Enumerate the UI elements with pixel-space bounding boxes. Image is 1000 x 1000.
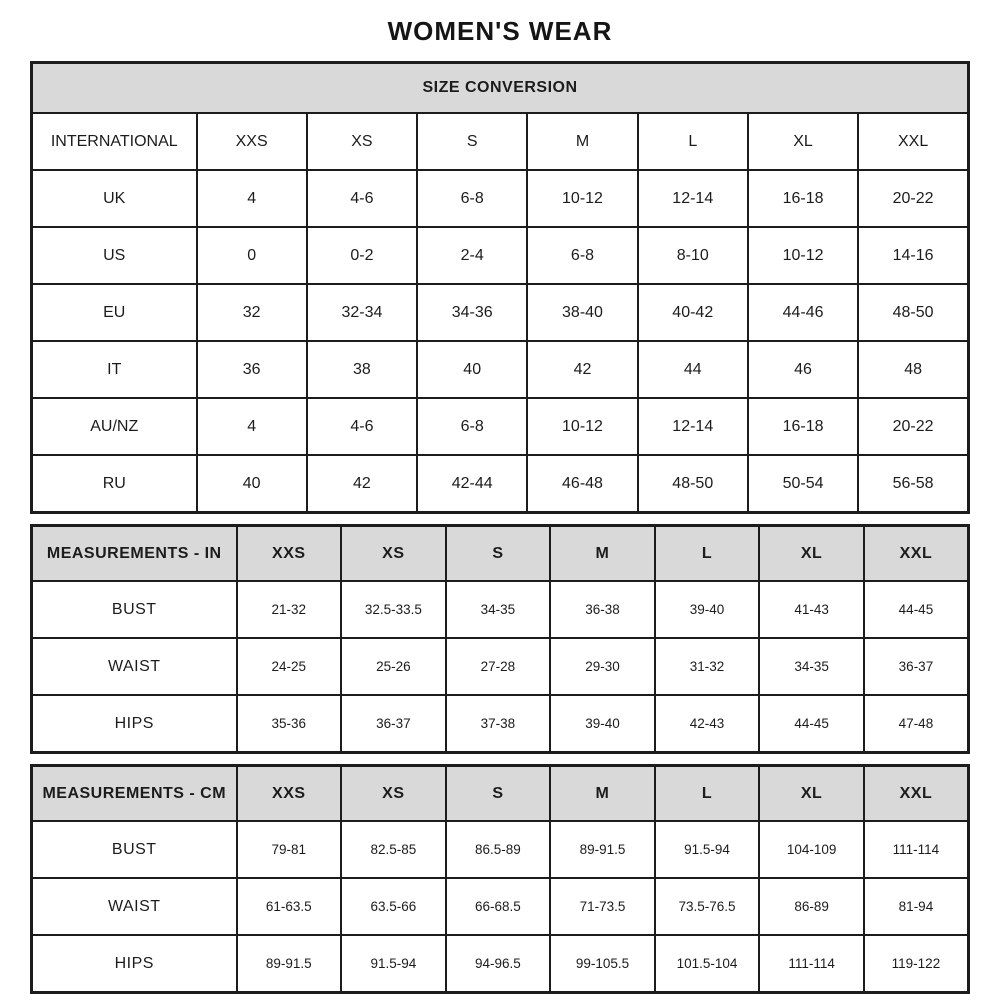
measurement-cell: 36-38 <box>550 581 655 638</box>
table-row <box>32 526 969 582</box>
measurement-cell: 35-36 <box>237 695 342 753</box>
column-header: XXL <box>864 766 969 822</box>
size-cell: 44-46 <box>748 284 858 341</box>
size-chart-page <box>30 0 970 994</box>
measurement-cell: 34-35 <box>446 581 551 638</box>
column-header: L <box>638 113 748 170</box>
row-label: WAIST <box>32 638 237 695</box>
size-cell: 0-2 <box>307 227 417 284</box>
column-header: XXL <box>858 113 968 170</box>
measurement-cell: 99-105.5 <box>550 935 655 993</box>
table-row <box>32 63 969 114</box>
size-cell: 38 <box>307 341 417 398</box>
size-cell: 36 <box>197 341 307 398</box>
measurement-cell: 111-114 <box>759 935 864 993</box>
size-cell: 4 <box>197 170 307 227</box>
measurement-cell: 111-114 <box>864 821 969 878</box>
size-cell: 14-16 <box>858 227 968 284</box>
column-header: M <box>550 526 655 582</box>
measurement-cell: 66-68.5 <box>446 878 551 935</box>
measurement-cell: 47-48 <box>864 695 969 753</box>
measurement-cell: 61-63.5 <box>237 878 342 935</box>
measurement-cell: 25-26 <box>341 638 446 695</box>
column-header: L <box>655 766 760 822</box>
size-cell: 38-40 <box>527 284 637 341</box>
table-row <box>32 341 969 398</box>
size-cell: 44 <box>638 341 748 398</box>
size-cell: 34-36 <box>417 284 527 341</box>
row-label: EU <box>32 284 197 341</box>
size-cell: 42-44 <box>417 455 527 513</box>
size-cell: 6-8 <box>417 398 527 455</box>
measurement-cell: 82.5-85 <box>341 821 446 878</box>
column-header: S <box>446 766 551 822</box>
table-row <box>32 113 969 170</box>
column-header: XS <box>341 766 446 822</box>
row-label: BUST <box>32 581 237 638</box>
measurement-cell: 34-35 <box>759 638 864 695</box>
column-header: M <box>527 113 637 170</box>
size-cell: 10-12 <box>748 227 858 284</box>
size-cell: 8-10 <box>638 227 748 284</box>
row-label: HIPS <box>32 695 237 753</box>
column-header: XS <box>341 526 446 582</box>
measurement-cell: 104-109 <box>759 821 864 878</box>
table-row <box>32 581 969 638</box>
row-label: IT <box>32 341 197 398</box>
measurements-in-table <box>30 524 970 754</box>
row-label: HIPS <box>32 935 237 993</box>
measurement-cell: 36-37 <box>864 638 969 695</box>
measurement-cell: 21-32 <box>237 581 342 638</box>
measurement-cell: 63.5-66 <box>341 878 446 935</box>
size-cell: 48-50 <box>638 455 748 513</box>
size-cell: 16-18 <box>748 398 858 455</box>
column-header: XL <box>759 526 864 582</box>
column-header: M <box>550 766 655 822</box>
row-label: WAIST <box>32 878 237 935</box>
measurements-in-header: MEASUREMENTS - IN <box>32 526 237 582</box>
measurement-cell: 79-81 <box>237 821 342 878</box>
size-cell: 48-50 <box>858 284 968 341</box>
size-cell: 40 <box>417 341 527 398</box>
column-header: L <box>655 526 760 582</box>
size-cell: 16-18 <box>748 170 858 227</box>
measurement-cell: 73.5-76.5 <box>655 878 760 935</box>
measurement-cell: 32.5-33.5 <box>341 581 446 638</box>
measurement-cell: 42-43 <box>655 695 760 753</box>
column-header: XL <box>748 113 858 170</box>
size-cell: 6-8 <box>527 227 637 284</box>
column-header: S <box>417 113 527 170</box>
size-cell: 10-12 <box>527 170 637 227</box>
size-cell: 20-22 <box>858 170 968 227</box>
measurement-cell: 31-32 <box>655 638 760 695</box>
size-cell: 42 <box>307 455 417 513</box>
column-header: XXS <box>197 113 307 170</box>
table-row <box>32 455 969 513</box>
table-row <box>32 935 969 993</box>
table-row <box>32 398 969 455</box>
size-cell: 6-8 <box>417 170 527 227</box>
size-cell: 40 <box>197 455 307 513</box>
size-cell: 42 <box>527 341 637 398</box>
column-header: S <box>446 526 551 582</box>
measurement-cell: 39-40 <box>550 695 655 753</box>
table-row <box>32 766 969 822</box>
measurement-cell: 36-37 <box>341 695 446 753</box>
measurement-cell: 71-73.5 <box>550 878 655 935</box>
table-row <box>32 170 969 227</box>
row-label: US <box>32 227 197 284</box>
size-cell: 20-22 <box>858 398 968 455</box>
measurements-cm-table <box>30 764 970 994</box>
measurement-cell: 29-30 <box>550 638 655 695</box>
size-conversion-header: SIZE CONVERSION <box>32 63 969 114</box>
size-cell: 56-58 <box>858 455 968 513</box>
measurement-cell: 119-122 <box>864 935 969 993</box>
measurement-cell: 91.5-94 <box>655 821 760 878</box>
size-cell: 4-6 <box>307 170 417 227</box>
size-cell: 32 <box>197 284 307 341</box>
measurement-cell: 89-91.5 <box>237 935 342 993</box>
size-cell: 32-34 <box>307 284 417 341</box>
row-label: AU/NZ <box>32 398 197 455</box>
measurement-cell: 81-94 <box>864 878 969 935</box>
measurement-cell: 44-45 <box>759 695 864 753</box>
table-row <box>32 227 969 284</box>
table-row <box>32 821 969 878</box>
measurement-cell: 101.5-104 <box>655 935 760 993</box>
measurement-cell: 94-96.5 <box>446 935 551 993</box>
size-cell: 10-12 <box>527 398 637 455</box>
table-row <box>32 878 969 935</box>
measurements-cm-header: MEASUREMENTS - CM <box>32 766 237 822</box>
measurement-cell: 27-28 <box>446 638 551 695</box>
size-cell: 12-14 <box>638 170 748 227</box>
column-header: XXS <box>237 526 342 582</box>
column-header: XXL <box>864 526 969 582</box>
row-label: UK <box>32 170 197 227</box>
size-cell: 0 <box>197 227 307 284</box>
row-label: RU <box>32 455 197 513</box>
measurement-cell: 39-40 <box>655 581 760 638</box>
size-cell: 40-42 <box>638 284 748 341</box>
size-cell: 46 <box>748 341 858 398</box>
column-header: XL <box>759 766 864 822</box>
size-cell: 46-48 <box>527 455 637 513</box>
measurement-cell: 37-38 <box>446 695 551 753</box>
column-header: XXS <box>237 766 342 822</box>
measurement-cell: 86-89 <box>759 878 864 935</box>
size-cell: 48 <box>858 341 968 398</box>
size-cell: 4-6 <box>307 398 417 455</box>
measurement-cell: 44-45 <box>864 581 969 638</box>
measurement-cell: 86.5-89 <box>446 821 551 878</box>
size-conversion-table <box>30 61 970 514</box>
row-label: BUST <box>32 821 237 878</box>
table-row <box>32 695 969 753</box>
measurement-cell: 41-43 <box>759 581 864 638</box>
size-cell: 2-4 <box>417 227 527 284</box>
measurement-cell: 89-91.5 <box>550 821 655 878</box>
measurement-cell: 24-25 <box>237 638 342 695</box>
measurement-cell: 91.5-94 <box>341 935 446 993</box>
table-row <box>32 638 969 695</box>
size-cell: 50-54 <box>748 455 858 513</box>
size-cell: 4 <box>197 398 307 455</box>
column-header: INTERNATIONAL <box>32 113 197 170</box>
table-row <box>32 284 969 341</box>
column-header: XS <box>307 113 417 170</box>
size-cell: 12-14 <box>638 398 748 455</box>
page-title: WOMEN'S WEAR <box>387 16 613 46</box>
